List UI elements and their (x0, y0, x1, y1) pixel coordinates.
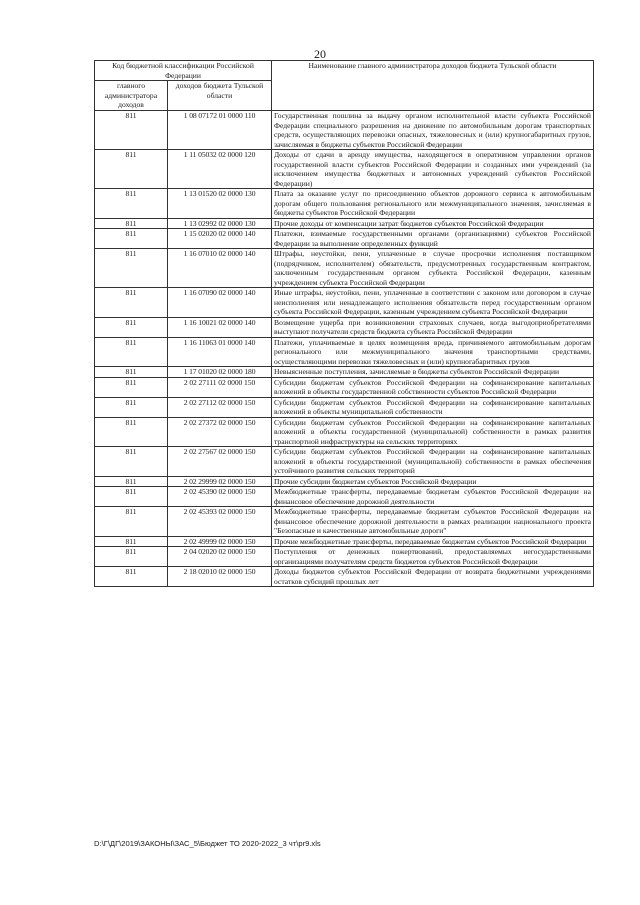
revenue-name-cell: Прочие межбюджетные трансферты, передаваемые бюджетам субъектов Российской Федерации (272, 536, 594, 547)
administrator-code-cell: 811 (95, 288, 168, 318)
administrator-code-cell: 811 (95, 567, 168, 587)
revenue-code-cell: 1 16 10021 02 0000 140 (168, 317, 272, 337)
administrator-code-cell: 811 (95, 337, 168, 367)
table-row (95, 150, 594, 189)
revenue-code-cell: 2 02 45390 02 0000 150 (168, 487, 272, 507)
revenue-name-cell: Межбюджетные трансферты, передаваемые бюджетам субъектов Российской Федерации на финансовое обеспечение дорожной деятельности в рамках реализации национального проекта "Безопасные и качественные автомобильные дороги" (272, 507, 594, 537)
revenue-classification-table (94, 60, 594, 587)
revenue-code-cell: 1 16 07090 02 0000 140 (168, 288, 272, 318)
revenue-name-cell: Субсидии бюджетам субъектов Российской Федерации на софинансирование капитальных вложений в объекты муниципальной собственности (272, 397, 594, 417)
administrator-code-cell: 811 (95, 317, 168, 337)
administrator-code-cell: 811 (95, 447, 168, 477)
header-administrator-name: Наименование главного администратора доходов бюджета Тульской области (272, 61, 594, 111)
table-header (95, 61, 594, 111)
table-row (95, 487, 594, 507)
revenue-name-cell: Прочие доходы от компенсации затрат бюджетов субъектов Российской Федерации (272, 218, 594, 229)
revenue-name-cell: Субсидии бюджетам субъектов Российской Федерации на софинансирование капитальных вложений в объекты государственной (муниципальной) собственности в рамках обеспечения устойчивого развития сельских территорий (272, 447, 594, 477)
revenue-name-cell: Государственная пошлина за выдачу органом исполнительной власти субъекта Российской Федерации специального разрешения на движение по автомобильным дорогам транспортных средств, осуществляющих перевозки опасных, тяжеловесных и (или) крупногабаритных грузов, зачисляемая в бюджеты субъектов Российской Федерации (272, 111, 594, 150)
administrator-code-cell: 811 (95, 218, 168, 229)
revenue-code-cell: 2 18 02010 02 0000 150 (168, 567, 272, 587)
revenue-code-cell: 2 04 02020 02 0000 150 (168, 547, 272, 567)
table-row (95, 189, 594, 219)
page-number: 20 (314, 47, 326, 61)
table-body (95, 111, 594, 587)
revenue-code-cell: 2 02 27112 02 0000 150 (168, 397, 272, 417)
revenue-name-cell: Субсидии бюджетам субъектов Российской Федерации на софинансирование капитальных вложений в объекты государственной (муниципальной) собственности в рамках развития транспортной инфраструктуры на сельских территориях (272, 417, 594, 447)
revenue-code-cell: 1 15 02020 02 0000 140 (168, 229, 272, 249)
revenue-code-cell: 1 08 07172 01 0000 110 (168, 111, 272, 150)
revenue-code-cell: 2 02 45393 02 0000 150 (168, 507, 272, 537)
administrator-code-cell: 811 (95, 111, 168, 150)
administrator-code-cell: 811 (95, 150, 168, 189)
revenue-code-cell: 2 02 49999 02 0000 150 (168, 536, 272, 547)
table-row (95, 507, 594, 537)
revenue-code-cell: 2 02 27372 02 0000 150 (168, 417, 272, 447)
table-row (95, 288, 594, 318)
table-row (95, 111, 594, 150)
revenue-name-cell: Иные штрафы, неустойки, пени, уплаченные в соответствии с законом или договором в случае неисполнения или ненадлежащего исполнения обязательств перед государственным органом субъекта Российской Федерации, казенным учреждением субъекта Российской Федерации (272, 288, 594, 318)
table-row (95, 249, 594, 288)
administrator-code-cell: 811 (95, 547, 168, 567)
revenue-name-cell: Межбюджетные трансферты, передаваемые бюджетам субъектов Российской Федерации на финансовое обеспечение дорожной деятельности (272, 487, 594, 507)
revenue-name-cell: Невыясненные поступления, зачисляемые в бюджеты субъектов Российской Федерации (272, 367, 594, 378)
table-row (95, 317, 594, 337)
administrator-code-cell: 811 (95, 377, 168, 397)
table-row (95, 229, 594, 249)
revenue-name-cell: Плата за оказание услуг по присоединению объектов дорожного сервиса к автомобильным дорогам общего пользования регионального или межмуниципального значения, зачисляемая в бюджеты субъектов Российской Федерации (272, 189, 594, 219)
table-row (95, 337, 594, 367)
administrator-code-cell: 811 (95, 367, 168, 378)
revenue-name-cell: Доходы бюджетов субъектов Российской Федерации от возврата бюджетными учреждениями остатков субсидий прошлых лет (272, 567, 594, 587)
administrator-code-cell: 811 (95, 229, 168, 249)
revenue-code-cell: 1 17 01020 02 0000 180 (168, 367, 272, 378)
revenue-name-cell: Субсидии бюджетам субъектов Российской Федерации на софинансирование капитальных вложений в объекты государственной собственности субъектов Российской Федерации (272, 377, 594, 397)
table-row (95, 547, 594, 567)
table-row (95, 447, 594, 477)
revenue-name-cell: Платежи, взимаемые государственными органами (организациями) субъектов Российской Федерации за выполнение определенных функций (272, 229, 594, 249)
revenue-code-cell: 1 16 11063 01 0000 140 (168, 337, 272, 367)
table-row (95, 377, 594, 397)
administrator-code-cell: 811 (95, 397, 168, 417)
revenue-code-cell: 2 02 29999 02 0000 150 (168, 476, 272, 487)
table-row (95, 567, 594, 587)
table-row (95, 536, 594, 547)
revenue-name-cell: Прочие субсидии бюджетам субъектов Российской Федерации (272, 476, 594, 487)
revenue-code-cell: 2 02 27567 02 0000 150 (168, 447, 272, 477)
table-row (95, 218, 594, 229)
administrator-code-cell: 811 (95, 249, 168, 288)
table-row (95, 417, 594, 447)
revenue-name-cell: Доходы от сдачи в аренду имущества, находящегося в оперативном управлении органов государственной власти субъектов Российской Федерации и созданных ими учреждений (за исключением имущества бюджетных и автономных учреждений субъектов Российской Федерации) (272, 150, 594, 189)
administrator-code-cell: 811 (95, 536, 168, 547)
header-administrator-code: главного администратора доходов (95, 81, 168, 111)
header-revenue-code: доходов бюджета Тульской области (168, 81, 272, 111)
revenue-name-cell: Поступления от денежных пожертвований, предоставляемых негосударственными организациями получателям средств бюджетов субъектов Российской Федерации (272, 547, 594, 567)
table-row (95, 476, 594, 487)
revenue-name-cell: Возмещение ущерба при возникновении страховых случаев, когда выгодоприобретателями выступают получатели средств бюджета субъекта Российской Федерации (272, 317, 594, 337)
file-path-footer: D:\Г\ДГ\2019\ЗАКОНЫ\ЗАС_5\Бюджет ТО 2020-2022_3 чт\pr9.xls (94, 839, 321, 848)
administrator-code-cell: 811 (95, 417, 168, 447)
revenue-name-cell: Штрафы, неустойки, пени, уплаченные в случае просрочки исполнения поставщиком (подрядчиком, исполнителем) обязательств, предусмотренных государственным контрактом, заключенным государственным органом субъекта Российской Федерации, казенным учреждением субъекта Российской Федерации (272, 249, 594, 288)
header-classification-code: Код бюджетной классификации Российской Федерации (95, 61, 272, 81)
revenue-code-cell: 1 13 02992 02 0000 130 (168, 218, 272, 229)
administrator-code-cell: 811 (95, 189, 168, 219)
administrator-code-cell: 811 (95, 487, 168, 507)
table-row (95, 397, 594, 417)
revenue-code-cell: 1 11 05032 02 0000 120 (168, 150, 272, 189)
revenue-code-cell: 2 02 27111 02 0000 150 (168, 377, 272, 397)
revenue-name-cell: Платежи, уплачиваемые в целях возмещения вреда, причиняемого автомобильным дорогам регионального или межмуниципального значения транспортными средствами, осуществляющими перевозки тяжеловесных и (или) крупногабаритных грузов (272, 337, 594, 367)
revenue-code-cell: 1 13 01520 02 0000 130 (168, 189, 272, 219)
administrator-code-cell: 811 (95, 476, 168, 487)
table-row (95, 367, 594, 378)
administrator-code-cell: 811 (95, 507, 168, 537)
revenue-code-cell: 1 16 07010 02 0000 140 (168, 249, 272, 288)
